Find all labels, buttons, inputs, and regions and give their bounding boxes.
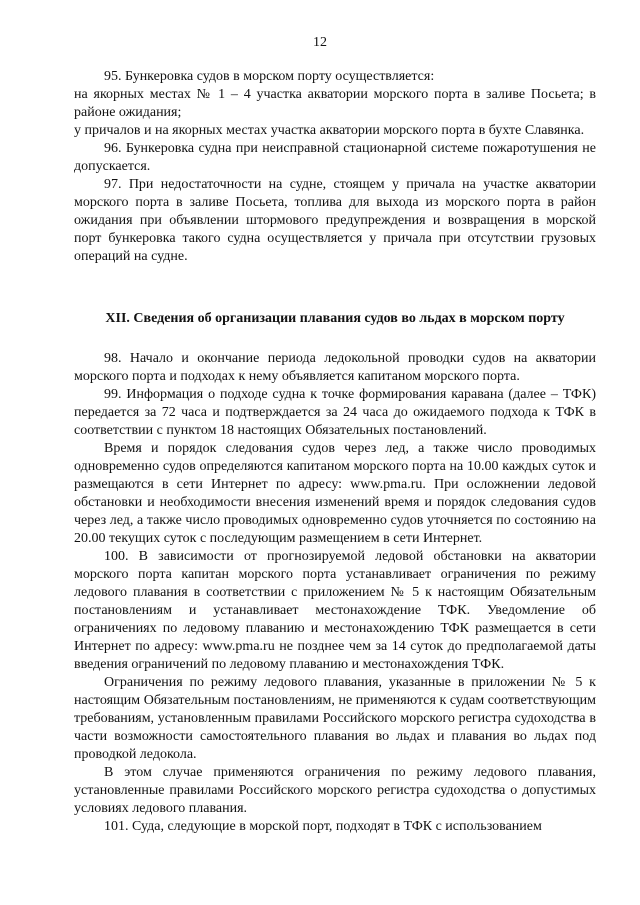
paragraph-101: 101. Суда, следующие в морской порт, подходят в ТФК с использованием: [104, 819, 542, 834]
section-heading-xii: XII. Сведения об организации плавания судов во льдах в морском порту: [105, 311, 565, 326]
paragraph-95-intro: 95. Бункеровка судов в морском порту осуществляется:: [104, 69, 435, 84]
paragraph-96: 96. Бункеровка судна при неисправной стационарной системе пожаротушения не допускается.: [74, 141, 596, 174]
paragraph-98: 98. Начало и окончание периода ледокольной проводки судов на акватории морского порта и подходах к нему объявляется капитаном морского порта.: [74, 351, 596, 384]
text-block-top: [74, 68, 596, 266]
paragraph-95-item-posyet: на якорных местах № 1 – 4 участка акватории морского порта в заливе Посьета; в районе ожидания;: [74, 87, 596, 120]
paragraph-99-continued: Время и порядок следования судов через лед, а также число проводимых одновременно судов определяются капитаном морского порта на 10.00 каждых суток и размещаются в сети Интернет по адресу: www.pma.ru. При осложнении ледовой обстановки и необходимости внесения изменений время и порядок следования судов через лед, а также число проводимых одновременно судов уточняется по состоянию на 20.00 текущих суток с последующим размещением в сети Интернет.: [74, 441, 596, 546]
page-number: 12: [313, 35, 327, 50]
paragraph-100-continued: Ограничения по режиму ледового плавания, указанные в приложении № 5 к настоящим Обязательным постановлениям, не применяются к судам соответствующим требованиям, установленным правилами Российского морского регистра судоходства в части возможности самостоятельного плавания во льдах и плавания во льдах под проводкой ледокола.: [74, 675, 596, 762]
paragraph-95-item-slavyanka: у причалов и на якорных местах участка акватории морского порта в бухте Славянка.: [74, 123, 585, 138]
paragraph-100: 100. В зависимости от прогнозируемой ледовой обстановки на акватории морского порта капитан морского порта устанавливает ограничения по режиму ледового плавания в соответствии с приложением № 5 к настоящим Обязательным постановлениям и устанавливает местонахождение ТФК. Уведомление об ограничениях по ледовому плаванию и местонахождению ТФК размещается в сети Интернет по адресу: www.pma.ru не позднее чем за 14 суток до предполагаемой даты введения ограничений по ледовому плаванию и местонахождения ТФК.: [74, 549, 596, 672]
paragraph-99: 99. Информация о подходе судна к точке формирования каравана (далее – ТФК) передается за 72 часа и подтверждается за 24 часа до ожидаемого подхода к ТФК в соответствии с пунктом 18 настоящих Обязательных постановлений.: [74, 387, 596, 438]
text-block-bottom: [74, 350, 596, 836]
paragraph-100-rules: В этом случае применяются ограничения по режиму ледового плавания, установленные правилами Российского морского регистра судоходства о допустимых условиях ледового плавания.: [74, 765, 596, 816]
paragraph-97: 97. При недостаточности на судне, стоящем у причала на участке акватории морского порта в заливе Посьета, топлива для выхода из морского порта в район ожидания при объявлении штормового предупреждения и возвращения в морской порт бункеровка такого судна осуществляется у причала при отсутствии грузовых операций на судне.: [74, 177, 596, 264]
